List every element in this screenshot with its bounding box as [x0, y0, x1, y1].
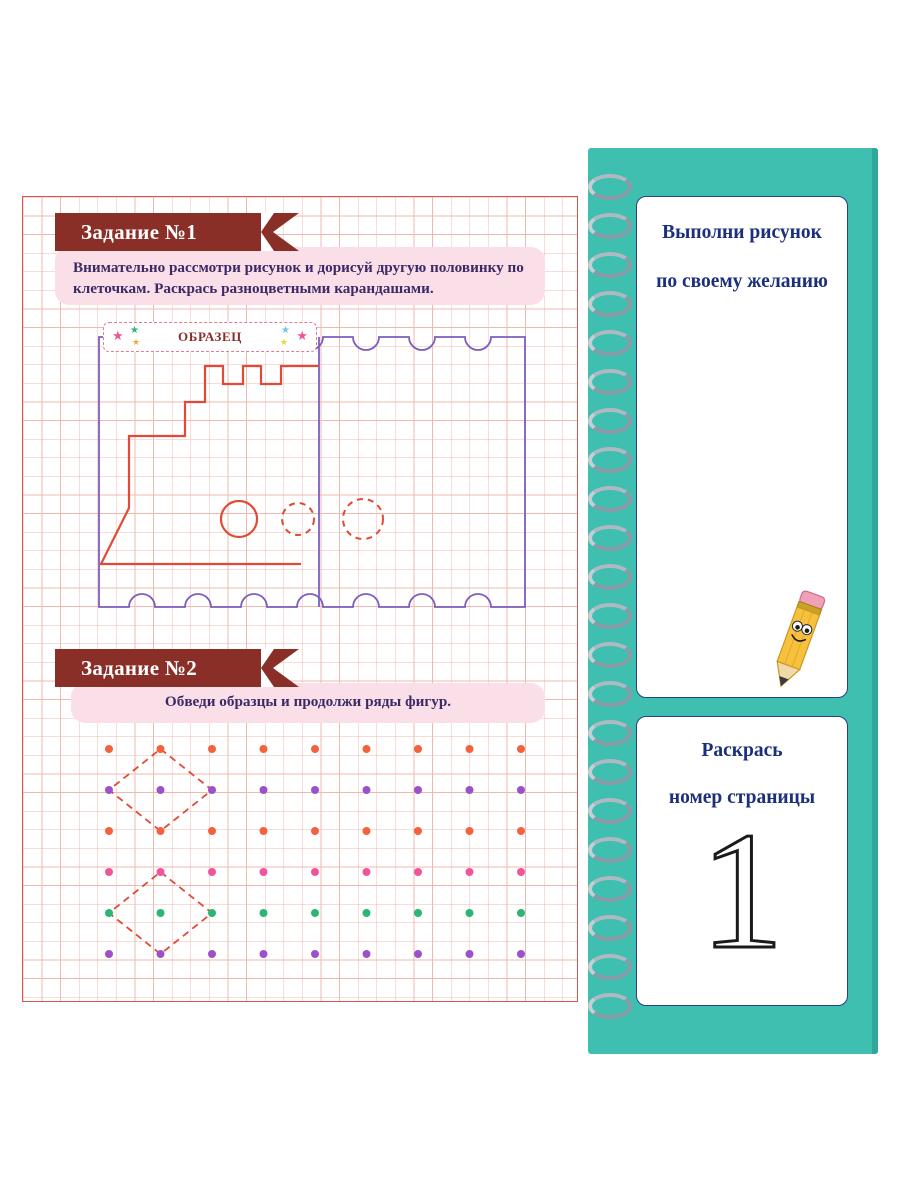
grid-dot [260, 950, 268, 958]
grid-dot [466, 827, 474, 835]
spiral-ring [588, 408, 632, 434]
spiral-ring [588, 252, 632, 278]
grid-dot [105, 950, 113, 958]
grid-dot [517, 827, 525, 835]
grid-dot [311, 950, 319, 958]
spiral-ring [588, 915, 632, 941]
task-2-banner [55, 649, 273, 687]
star-icon-right-2: ★ [281, 325, 290, 336]
ribbon-tail-shape [273, 213, 299, 251]
grid-dot [105, 868, 113, 876]
grid-dot [208, 786, 216, 794]
task-2-instruction-box [71, 683, 545, 723]
draw-freely-card[interactable] [636, 196, 848, 698]
grid-dot [157, 827, 165, 835]
ribbon-notch-shape [261, 213, 274, 251]
grid-dot [414, 909, 422, 917]
spiral-ring [588, 213, 632, 239]
star-icon-left-2: ★ [130, 325, 139, 336]
grid-dot [105, 786, 113, 794]
star-icon-left-3: ★ [132, 337, 141, 347]
grid-dot [517, 745, 525, 753]
spiral-ring [588, 330, 632, 356]
spiral-ring [588, 369, 632, 395]
pencil-character-icon [765, 587, 829, 697]
star-icon-right-3: ★ [279, 337, 288, 347]
ribbon-notch-shape-2 [261, 649, 274, 687]
grid-dot [466, 786, 474, 794]
grid-dot [260, 745, 268, 753]
grid-dot [208, 745, 216, 753]
grid-dot [260, 909, 268, 917]
grid-dot [414, 868, 422, 876]
grid-dot [105, 827, 113, 835]
color-card-title-line1: Раскрась [701, 740, 783, 761]
grid-dot [157, 786, 165, 794]
grid-dot [311, 745, 319, 753]
grid-dot [311, 909, 319, 917]
spiral-ring [588, 759, 632, 785]
grid-dot [363, 909, 371, 917]
grid-dot [517, 909, 525, 917]
grid-dot [517, 786, 525, 794]
grid-dot [466, 909, 474, 917]
grid-dot [311, 868, 319, 876]
ribbon-tail-shape-2 [273, 649, 299, 687]
spiral-ring [588, 447, 632, 473]
grid-dot [208, 950, 216, 958]
grid-dot [363, 868, 371, 876]
spiral-ring [588, 954, 632, 980]
grid-dot [157, 868, 165, 876]
grid-dot [466, 950, 474, 958]
task-1-banner-label: Задание №1 [81, 219, 198, 244]
spiral-ring [588, 876, 632, 902]
sample-label-box [103, 322, 317, 352]
star-icon-left: ★ [112, 328, 124, 343]
spiral-ring [588, 720, 632, 746]
grid-dot [105, 909, 113, 917]
task-2-dot-grid [95, 737, 545, 969]
spiral-ring [588, 681, 632, 707]
grid-dot [157, 909, 165, 917]
grid-dot [363, 827, 371, 835]
color-card-title-line2: номер страницы [668, 786, 816, 808]
task-2-instruction-text: Обведи образцы и продолжи ряды фигур. [164, 693, 452, 710]
spiral-ring [588, 837, 632, 863]
task-2-banner-label: Задание №2 [81, 655, 198, 680]
grid-dot [466, 868, 474, 876]
sample-label-text: ОБРАЗЕЦ [174, 329, 246, 345]
grid-dot [157, 745, 165, 753]
spiral-ring [588, 642, 632, 668]
dot-grid-svg [95, 737, 545, 969]
grid-dot [466, 745, 474, 753]
grid-dot [414, 950, 422, 958]
grid-dot [260, 868, 268, 876]
draw-card-title-line1: Выполни рисунок [662, 222, 822, 243]
grid-dot [105, 745, 113, 753]
grid-dot [311, 786, 319, 794]
spiral-ring [588, 291, 632, 317]
ship-half-drawing-svg [91, 319, 533, 641]
draw-card-title-line2: по своему желанию [656, 270, 828, 292]
grid-dot [363, 786, 371, 794]
task-1-banner [55, 213, 273, 251]
spiral-ring [588, 174, 632, 200]
spiral-ring [588, 525, 632, 551]
spiral-ring [588, 564, 632, 590]
spiral-ring [588, 486, 632, 512]
worksheet-page [22, 196, 578, 1002]
task-1-instruction-box [55, 247, 545, 305]
grid-dot [208, 868, 216, 876]
color-page-number-card[interactable] [636, 716, 848, 1006]
star-icon-right: ★ [296, 328, 308, 343]
grid-dot [157, 950, 165, 958]
grid-dot [311, 827, 319, 835]
grid-dot [517, 868, 525, 876]
spiral-binding-rings [588, 148, 648, 1054]
task-1-figure-area [91, 319, 533, 641]
spiral-ring [588, 798, 632, 824]
spiral-ring [588, 993, 632, 1019]
grid-dot [363, 745, 371, 753]
grid-dot [517, 950, 525, 958]
grid-dot [260, 827, 268, 835]
grid-dot [260, 786, 268, 794]
grid-dot [414, 786, 422, 794]
grid-dot [414, 827, 422, 835]
grid-dot [363, 950, 371, 958]
task-1-instruction-text: Внимательно рассмотри рисунок и дорисуй другую половинку по клеточкам. Раскрась разноцветными карандашами. [73, 259, 524, 297]
grid-dot [414, 745, 422, 753]
spiral-ring [588, 603, 632, 629]
grid-dot [208, 909, 216, 917]
grid-dot [208, 827, 216, 835]
page-number-outline: 1 [700, 797, 784, 984]
